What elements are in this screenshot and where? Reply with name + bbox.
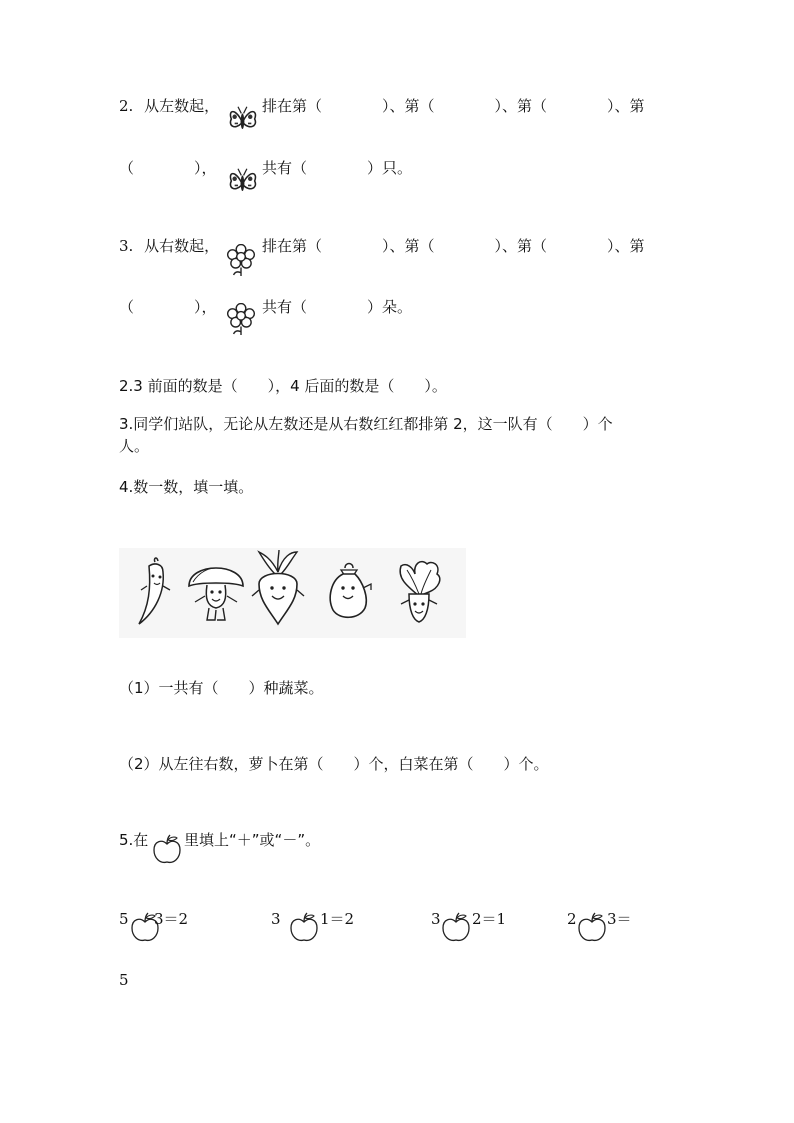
q4-sub1: （1）一共有（ ）种蔬菜。 (119, 679, 324, 697)
vegetables-picture (119, 548, 466, 638)
page-footer: 5 (119, 971, 129, 989)
eggplant-icon (323, 558, 375, 624)
q2b-text: 2.3 前面的数是（ ），4 后面的数是（ ）。 (119, 377, 447, 395)
pepper-icon (133, 556, 177, 628)
q4-sub2: （2）从左往右数，萝卜在第（ ）个，白菜在第（ ）个。 (119, 755, 549, 773)
q2-line1-rest: 排在第（ ）、第（ ）、第（ ）、第 (262, 97, 645, 115)
apple-icon (289, 912, 319, 942)
radish-icon (249, 548, 307, 626)
apple-icon (152, 834, 182, 864)
q5-item-1-left: 5 (119, 910, 129, 928)
q2-number: 2. (119, 97, 134, 115)
q5-item-2-right: 1＝2 (320, 910, 355, 928)
q5-item-4-right: 3＝ (607, 910, 632, 928)
q3-number: 3. (119, 237, 134, 255)
q3-intro: 从右数起， (144, 237, 220, 255)
q2-intro: 从左数起， (144, 97, 220, 115)
q2-line2-start: （ ）， (119, 159, 217, 177)
flower-icon (224, 303, 258, 335)
q2-line1 (119, 96, 219, 116)
butterfly-icon (228, 104, 258, 134)
q3-line1-rest: 排在第（ ）、第（ ）、第（ ）、第 (262, 237, 645, 255)
q3b-line1: 3.同学们站队，无论从左数还是从右数红红都排第 2，这一队有（ ）个 (119, 415, 613, 433)
butterfly-icon (228, 166, 258, 196)
cabbage-icon (391, 556, 447, 626)
q5-title-post: 里填上“＋”或“－”。 (184, 831, 321, 849)
apple-icon (577, 912, 607, 942)
mushroom-icon (185, 552, 247, 626)
q5-item-3-right: 2＝1 (472, 910, 507, 928)
q4-title: 4.数一数，填一填。 (119, 478, 254, 496)
flower-icon (224, 244, 258, 276)
q3-line2-rest: 共有（ ）朵。 (262, 298, 413, 316)
q5-item-3-left: 3 (431, 910, 441, 928)
q5-title-pre: 5.在 (119, 831, 149, 849)
apple-icon (441, 912, 471, 942)
q5-item-1-right: 3＝2 (154, 910, 189, 928)
q5-item-4-left: 2 (567, 910, 577, 928)
q5-item-2-left: 3 (271, 910, 281, 928)
q3-line1 (119, 236, 219, 256)
q3-line2-start: （ ）， (119, 298, 217, 316)
q2-line2-rest: 共有（ ）只。 (262, 159, 413, 177)
q3b-line2: 人。 (119, 437, 150, 455)
